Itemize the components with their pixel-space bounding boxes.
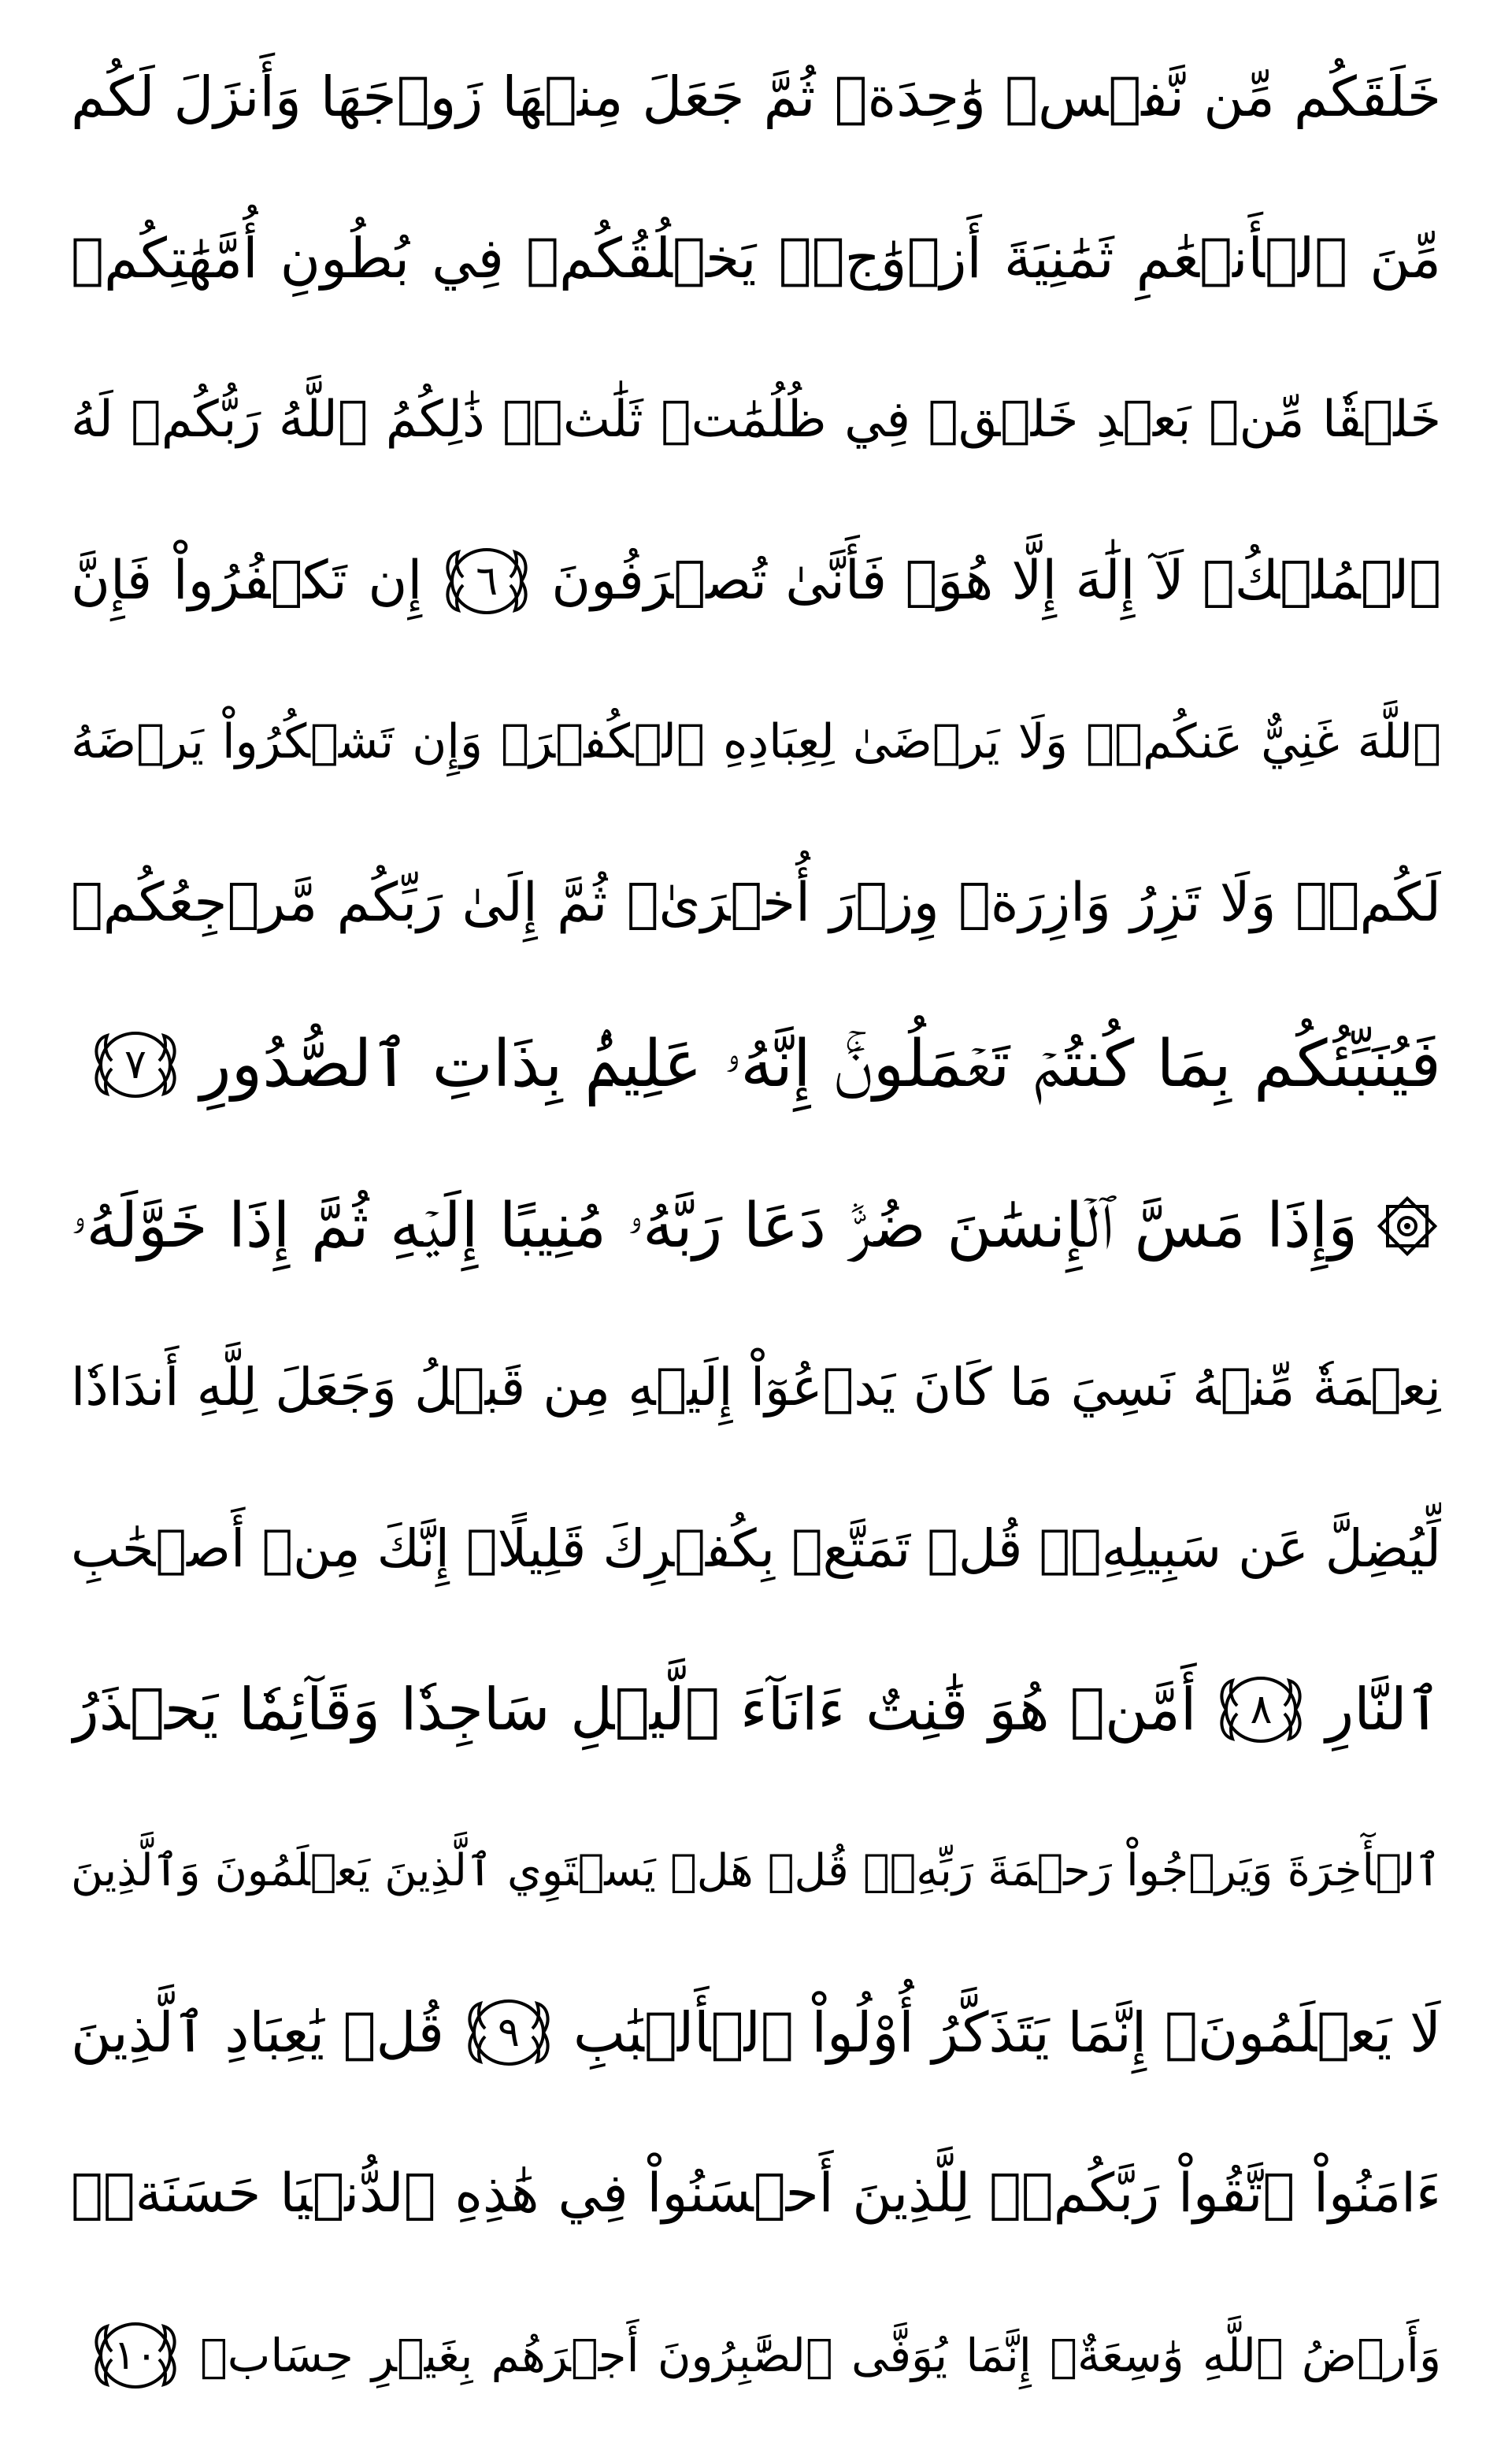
text-line-7 xyxy=(71,1006,1441,1124)
text-line-4 xyxy=(71,522,1441,640)
verse-text: ٱلۡأٓخِرَةَ وَيَرۡجُواْ رَحۡمَةَ رَبِّهِۦۗ قُلۡ هَلۡ يَسۡتَوِي ٱلَّذِينَ يَعۡلَمُونَ وَٱلَّذِينَ xyxy=(71,1845,1441,1897)
ayah-end-marker-icon xyxy=(88,2312,183,2399)
verse-text: ٱلنَّارِ xyxy=(1325,1676,1441,1744)
verse-text: قُلۡ يَٰعِبَادِ ٱلَّذِينَ xyxy=(71,2000,444,2066)
verse-text: مِّنَ ٱلۡأَنۡعَٰمِ ثَمَٰنِيَةَ أَزۡوَٰجٖۚ يَخۡلُقُكُمۡ فِي بُطُونِ أُمَّهَٰتِكُمۡ xyxy=(71,225,1441,291)
verse-text: نِعۡمَةٗ مِّنۡهُ نَسِيَ مَا كَانَ يَدۡعُوٓاْ إِلَيۡهِ مِن قَبۡلُ وَجَعَلَ لِلَّهِ أَندَادٗا xyxy=(71,1356,1441,1418)
text-line-10 xyxy=(71,1490,1441,1608)
text-line-5 xyxy=(71,683,1441,801)
ayah-number: ١٠ xyxy=(113,2331,158,2379)
verse-text: خَلۡقٗا مِّنۢ بَعۡدِ خَلۡقٖ فِي ظُلُمَٰتٖ ثَلَٰثٖۚ ذَٰلِكُمُ ٱللَّهُ رَبُّكُمۡ لَهُ xyxy=(71,390,1441,449)
verse-text: فَيُنَبِّئُكُم بِمَا كُنتُمۡ تَعۡمَلُونَۚ إِنَّهُۥ عَلِيمُۢ بِذَاتِ ٱلصُّدُورِ xyxy=(200,1027,1441,1103)
verse-text: لَا يَعۡلَمُونَۗ إِنَّمَا يَتَذَكَّرُ أُوْلُواْ ٱلۡأَلۡبَٰبِ xyxy=(573,2000,1441,2066)
verse-text: أَمَّنۡ هُوَ قَٰنِتٌ ءَانَآءَ ٱلَّيۡلِ سَاجِدٗا وَقَآئِمٗا يَحۡذَرُ xyxy=(71,1676,1197,1744)
text-line-2 xyxy=(71,199,1441,317)
text-line-14 xyxy=(71,2135,1441,2253)
verse-text: خَلَقَكُم مِّن نَّفۡسٖ وَٰحِدَةٖ ثُمَّ جَعَلَ مِنۡهَا زَوۡجَهَا وَأَنزَلَ لَكُم xyxy=(71,65,1441,129)
text-line-8 xyxy=(71,1167,1441,1285)
text-line-13 xyxy=(71,1973,1441,2092)
text-line-9 xyxy=(71,1329,1441,1447)
ayah-number: ٨ xyxy=(1250,1686,1273,1734)
rub-el-hizb-icon xyxy=(1373,1192,1441,1260)
verse-text: وَإِذَا مَسَّ ٱلۡإِنسَٰنَ ضُرّٞ دَعَا رَبَّهُۥ مُنِيبًا إِلَيۡهِ ثُمَّ إِذَا خَوَّلَهُۥ xyxy=(71,1190,1358,1262)
verse-text: ٱلۡمُلۡكُۖ لَآ إِلَٰهَ إِلَّا هُوَۖ فَأَنَّىٰ تُصۡرَفُونَ xyxy=(551,549,1441,612)
verse-text: ٱللَّهَ غَنِيٌّ عَنكُمۡۖ وَلَا يَرۡضَىٰ لِعِبَادِهِ ٱلۡكُفۡرَۖ وَإِن تَشۡكُرُواْ يَرۡضَهُ xyxy=(71,714,1441,770)
verse-text: وَأَرۡضُ ٱللَّهِ وَٰسِعَةٌۗ إِنَّمَا يُوَفَّى ٱلصَّٰبِرُونَ أَجۡرَهُم بِغَيۡرِ حِسَابٖ xyxy=(200,2328,1441,2382)
text-line-1 xyxy=(71,38,1441,156)
text-line-15 xyxy=(71,2296,1441,2414)
verse-text: لَكُمۡۗ وَلَا تَزِرُ وَازِرَةٞ وِزۡرَ أُخۡرَىٰۗ ثُمَّ إِلَىٰ رَبِّكُم مَّرۡجِعُكُمۡ xyxy=(71,872,1441,935)
verse-text: ءَامَنُواْ ٱتَّقُواْ رَبَّكُمۡۚ لِلَّذِينَ أَحۡسَنُواْ فِي هَٰذِهِ ٱلدُّنۡيَا حَسَنَةٞۗ xyxy=(71,2162,1441,2225)
text-line-12 xyxy=(71,1812,1441,1930)
verse-text: إِن تَكۡفُرُواْ فَإِنَّ xyxy=(71,549,423,612)
text-line-6 xyxy=(71,844,1441,962)
ayah-number: ٩ xyxy=(498,2009,520,2057)
ayah-end-marker-icon xyxy=(1214,1666,1308,1753)
ayah-end-marker-icon xyxy=(439,538,534,624)
ayah-number: ٦ xyxy=(476,557,498,605)
verse-text: لِّيُضِلَّ عَن سَبِيلِهِۦۚ قُلۡ تَمَتَّعۡ بِكُفۡرِكَ قَلِيلًاۖ إِنَّكَ مِنۡ أَصۡحَٰبِ xyxy=(71,1518,1441,1579)
ayah-number: ٧ xyxy=(124,1041,146,1089)
ayah-end-marker-icon xyxy=(88,1021,183,1108)
text-line-3 xyxy=(71,361,1441,479)
ayah-end-marker-icon xyxy=(461,1989,556,2076)
text-line-11 xyxy=(71,1651,1441,1769)
